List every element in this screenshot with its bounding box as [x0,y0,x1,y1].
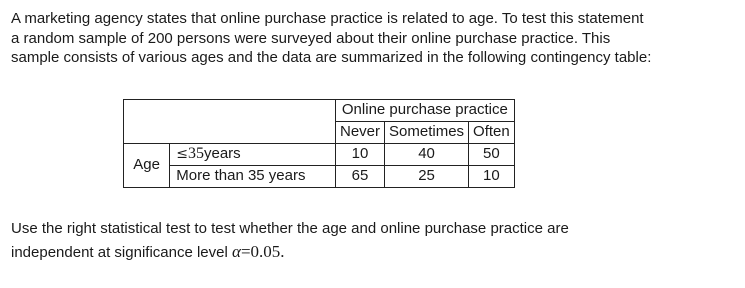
intro-line-1: A marketing agency states that online purchase practice is related to age. To test this statement [11,10,644,27]
cell-older-often: 10 [469,166,515,188]
row-group-label-age: Age [124,144,170,188]
problem-question [11,217,741,264]
intro-line-2: a random sample of 200 persons were surveyed about their online purchase practice. This [11,29,611,47]
row-label-35-or-less [170,144,336,166]
column-header-often: Often [469,122,515,144]
intro-line-3: sample consists of various ages and the data are summarized in the following contingency table: [11,49,652,66]
cell-older-never: 65 [336,166,385,188]
period: . [280,242,285,261]
contingency-table-wrapper [123,99,515,188]
significance-level-expression [232,242,285,261]
table-row [124,166,515,188]
column-header-sometimes: Sometimes [385,122,469,144]
equals-sign: = [240,242,251,261]
empty-corner-cell [124,100,336,144]
cell-young-sometimes: 40 [385,144,469,166]
question-line-2 [11,240,741,264]
cell-older-sometimes: 25 [385,166,469,188]
cell-young-often: 50 [469,144,515,166]
problem-intro [11,9,741,68]
column-header-never: Never [336,122,385,144]
less-than-or-equal-symbol: ≤ [176,146,188,162]
age-unit: years [203,145,241,162]
row-label-more-than-35: More than 35 years [170,166,336,188]
alpha-value: 0.05 [250,242,281,261]
alpha-symbol: α [232,242,241,261]
cell-young-never: 10 [336,144,385,166]
age-threshold-number: 35 [187,145,204,162]
question-line-2-text: independent at significance level [11,244,228,261]
question-line-1: Use the right statistical test to test whether the age and online purchase practice are [11,220,569,237]
table-row [124,144,515,166]
header-online-purchase-practice: Online purchase practice [336,100,515,122]
table-header-row-1 [124,100,515,122]
contingency-table [123,99,515,188]
